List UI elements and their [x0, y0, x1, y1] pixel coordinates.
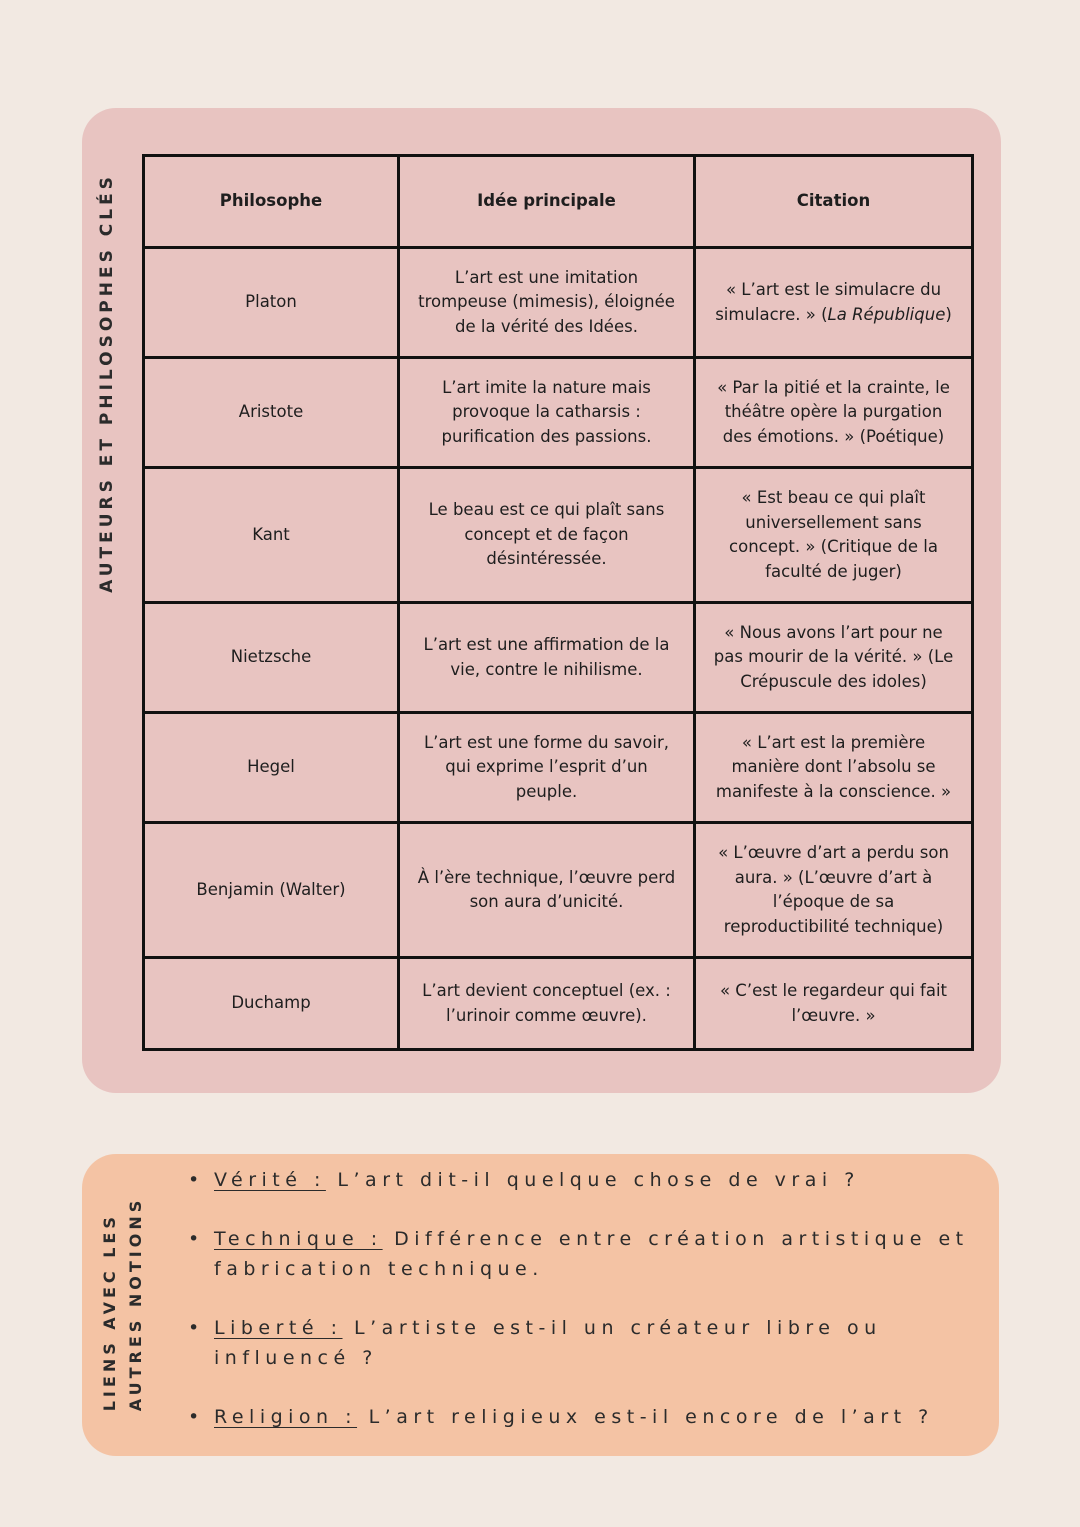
- notion-item: [188, 1224, 978, 1284]
- notion-text: L’artiste est-il un créateur libre ou influencé ?: [214, 1317, 882, 1369]
- citation-text: « Par la pitié et la crainte, le théâtre opère la purgation des émotions. » (Poétique): [717, 377, 950, 446]
- cell-philosophe: Hegel: [144, 713, 399, 823]
- cell-idee: L’art devient conceptuel (ex. : l’urinoir comme œuvre).: [399, 958, 695, 1050]
- cell-idee: À l’ère technique, l’œuvre perd son aura d’unicité.: [399, 823, 695, 958]
- section-title-notions-line1: LIENS AVEC LES: [100, 1213, 119, 1412]
- cell-citation: [695, 248, 973, 358]
- citation-text: « L’art est la première manière dont l’absolu se manifeste à la conscience. »: [715, 732, 952, 801]
- citation-text-end: ): [945, 304, 952, 324]
- notion-keyword: Vérité :: [214, 1169, 326, 1191]
- cell-idee: L’art est une imitation trompeuse (mimesis), éloignée de la vérité des Idées.: [399, 248, 695, 358]
- cell-citation: [695, 958, 973, 1050]
- bullet-icon: •: [188, 1406, 205, 1428]
- notion-text: L’art dit-il quelque chose de vrai ?: [325, 1169, 860, 1191]
- bullet-icon: •: [188, 1317, 205, 1339]
- cell-citation: [695, 603, 973, 713]
- notion-text: L’art religieux est-il encore de l’art ?: [357, 1406, 934, 1428]
- bullet-icon: •: [188, 1169, 205, 1191]
- section-title-authors: AUTEURS ET PHILOSOPHES CLÉS: [97, 173, 117, 593]
- table-row: [144, 603, 973, 713]
- table-row: [144, 823, 973, 958]
- notion-keyword: Liberté :: [214, 1317, 343, 1339]
- table-row: [144, 358, 973, 468]
- section-title-notions-line2: AUTRES NOTIONS: [126, 1196, 145, 1412]
- citation-text: « L’œuvre d’art a perdu son aura. » (L’œuvre d’art à l’époque de sa reproductibilité technique): [718, 843, 949, 936]
- header-philosophe: Philosophe: [144, 156, 399, 248]
- table-row: [144, 713, 973, 823]
- cell-philosophe: Kant: [144, 468, 399, 603]
- header-citation: Citation: [695, 156, 973, 248]
- notion-item: [188, 1165, 978, 1195]
- notion-item: [188, 1313, 978, 1373]
- notion-keyword: Technique :: [214, 1228, 383, 1250]
- cell-philosophe: Nietzsche: [144, 603, 399, 713]
- cell-idee: L’art imite la nature mais provoque la catharsis : purification des passions.: [399, 358, 695, 468]
- notion-text: Différence entre création artistique et fabrication technique.: [214, 1228, 969, 1280]
- cell-citation: [695, 358, 973, 468]
- cell-philosophe: Benjamin (Walter): [144, 823, 399, 958]
- citation-text: « Nous avons l’art pour ne pas mourir de la vérité. » (Le Crépuscule des idoles): [713, 622, 954, 691]
- notion-keyword: Religion :: [214, 1406, 358, 1428]
- table-row: [144, 958, 973, 1050]
- notion-item: [188, 1402, 978, 1432]
- cell-philosophe: Aristote: [144, 358, 399, 468]
- cell-philosophe: Duchamp: [144, 958, 399, 1050]
- cell-philosophe: Platon: [144, 248, 399, 358]
- citation-work-title: La République: [827, 304, 946, 324]
- section-title-notions: [97, 1197, 149, 1412]
- header-idee: Idée principale: [399, 156, 695, 248]
- citation-text: « C’est le regardeur qui fait l’œuvre. »: [719, 981, 948, 1025]
- table-row: [144, 248, 973, 358]
- cell-idee: L’art est une forme du savoir, qui exprime l’esprit d’un peuple.: [399, 713, 695, 823]
- table-header-row: [144, 156, 973, 248]
- cell-citation: [695, 823, 973, 958]
- citation-text: « Est beau ce qui plaît universellement sans concept. » (Critique de la faculté de juger): [729, 488, 938, 581]
- philosophers-table: [142, 154, 974, 1051]
- citation-text: « L’art est le simulacre du simulacre. » (: [715, 280, 942, 324]
- cell-idee: L’art est une affirmation de la vie, contre le nihilisme.: [399, 603, 695, 713]
- bullet-icon: •: [188, 1228, 205, 1250]
- cell-idee: Le beau est ce qui plaît sans concept et de façon désintéressée.: [399, 468, 695, 603]
- cell-citation: [695, 713, 973, 823]
- table-row: [144, 468, 973, 603]
- cell-citation: [695, 468, 973, 603]
- notions-list: [188, 1165, 978, 1461]
